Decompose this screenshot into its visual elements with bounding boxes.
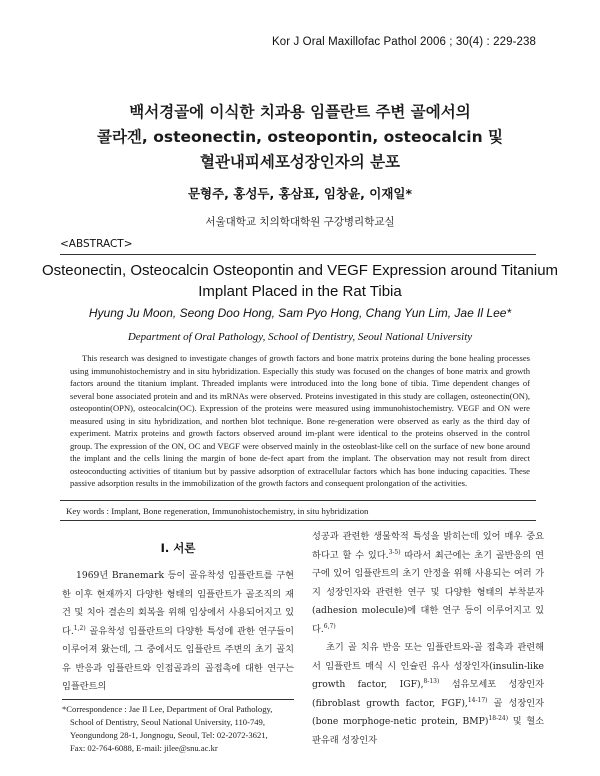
citation: 14-17)	[467, 696, 488, 704]
affiliation-en: Department of Oral Pathology, School of Dentistry, Seoul National University	[127, 331, 473, 343]
abstract-top-rule	[60, 254, 536, 255]
title-kr-line-1: 백서경골에 이식한 치과용 임플란트 주변 골에서의	[129, 103, 471, 121]
title-kr	[60, 100, 540, 175]
intro-left-text: 1969년 Branemark 등이 골유착성 임플란트를 구현한 이후 현재까지 다양한 형태의 임플란트가 골조직의 재건 및 치아 결손의 회복을 위해 임상에서 사용되어지고 있다.	[62, 570, 294, 637]
affiliation-kr: 서울대학교 치의학대학원 구강병리학교실	[205, 216, 395, 228]
footnote-line: *Correspondence : Jae Il Lee, Department of Oral Pathology,	[62, 704, 273, 714]
footnote-line: School of Dentistry, Seoul National University, 110-749,	[70, 717, 266, 727]
citation: 6,7)	[323, 622, 336, 630]
intro-right-column	[312, 528, 544, 750]
intro-right-text: 성공과 관련한 생물학적 특성을 밝히는데 있어 매우 중요하다고 할 수 있다.	[312, 531, 544, 561]
keywords: Key words : Implant, Bone regeneration, Immunohistochemistry, in situ hybridization	[66, 506, 369, 516]
intro-right-text: 초기 골 치유 반응 또는 임플란트와-골 접촉과 관련해서 임플란트 매식 시 인슐린 유사 성장인자(insulin-like growth factor, IGF),	[312, 642, 544, 690]
keywords-bottom-rule	[60, 520, 536, 521]
title-en-line-1: Osteonectin, Osteocalcin Osteopontin and VEGF Expression around Titanium	[41, 262, 559, 279]
title-kr-line-2: 콜라겐, osteonectin, osteopontin, osteocalcin 및	[96, 128, 503, 146]
intro-right-text: 섬유모세포 성장인자(fibroblast growth factor, FGF),	[312, 679, 544, 709]
footnote-rule	[62, 699, 294, 700]
citation: 8-13)	[423, 677, 440, 685]
intro-right-text: 따라서 최근에는 초기 골반응의 연구에 있어 임플란트의 초기 안정을 위해 사용되는 여러 가지 성장인자와 관련한 연구 및 다양한 형태의 부착분자(adhesion molecule)에 대한 연구 등이 이루어지고 있다.	[312, 549, 545, 635]
intro-right-text: 및 혈소판유래 성장인자	[312, 716, 545, 746]
citation: 3-5)	[388, 548, 401, 556]
journal-reference: Kor J Oral Maxillofac Pathol 2006 ; 30(4) : 229-238	[272, 36, 536, 48]
title-kr-line-3: 혈관내피세포성장인자의 분포	[199, 153, 401, 171]
abstract-label: <ABSTRACT>	[60, 238, 133, 250]
intro-left-column	[62, 567, 294, 697]
authors-kr: 문형주, 홍성두, 홍삼표, 임창윤, 이재일*	[187, 186, 413, 201]
intro-right-text: 골 성장인자(bone morphoge-netic protein, BMP)	[312, 697, 544, 727]
keywords-top-rule	[60, 500, 536, 501]
intro-left-text-2: 골유착성 임플란트의 다양한 특성에 관한 연구들이 이루어져 왔는데, 그 중에서도 임플란트 주변의 초기 골치유 반응과 임플란트와 인접골과의 골접촉에 대한 연구는 임플란트의	[62, 625, 294, 692]
intro-right-paragraph-2	[312, 639, 544, 750]
abstract-text: This research was designed to investigate changes of growth factors and bone matrix proteins during the bone healing processes using immunohistochemistry and in situ hybridization. Especially this study was focused on the changes of bone matrix and growth factors around the titanium implant. Threaded implants were introduced into the long bone of tibia. Time dependent changes of several bone associated protein and and its mRNAs were observed. Proteins investigated in this study are collagen, osteonectin(ON), osteopontin(OPN), osteocalcin(OC). Expression of the proteins were measured using immunohistochemistry. VEGF and ON were measured using in situ hybridization, and northen blot technique. Bone re-generation were observed as early as the third day of experiment. Matrix proteins and growth factors observed around im-plant were identical to the proteins observed in the control group. The expression of the ON, OC and VEGF were observed mainly in the osteoblast-like cell on the surface of new bone around the implant and the cells lining the margin of bone de-fect apart from the implant. The observation may not result from direct osteoconducting activities of titanium but by passive adsorption of extracellular factors which has bone inducing capacities. These passive adsorption results in the immobilization of the growth factors and consequent prolongation of the activities.	[70, 353, 530, 488]
intro-right-paragraph-1	[312, 528, 544, 639]
footnote-line: Yeongundong 28-1, Jongnogu, Seoul, Tel: 02-2072-3621,	[70, 730, 268, 740]
title-en	[40, 260, 560, 302]
correspondence-footnote	[62, 703, 302, 755]
footnote-line: Fax: 02-764-6088, E-mail: jilee@snu.ac.kr	[70, 743, 218, 753]
title-en-line-2: Implant Placed in the Rat Tibia	[198, 283, 402, 300]
citation: 1,2)	[73, 624, 86, 632]
citation: 18-24)	[488, 714, 509, 722]
authors-en: Hyung Ju Moon, Seong Doo Hong, Sam Pyo Hong, Chang Yun Lim, Jae Il Lee*	[88, 306, 512, 320]
section-heading-introduction: I. 서론	[160, 541, 196, 555]
